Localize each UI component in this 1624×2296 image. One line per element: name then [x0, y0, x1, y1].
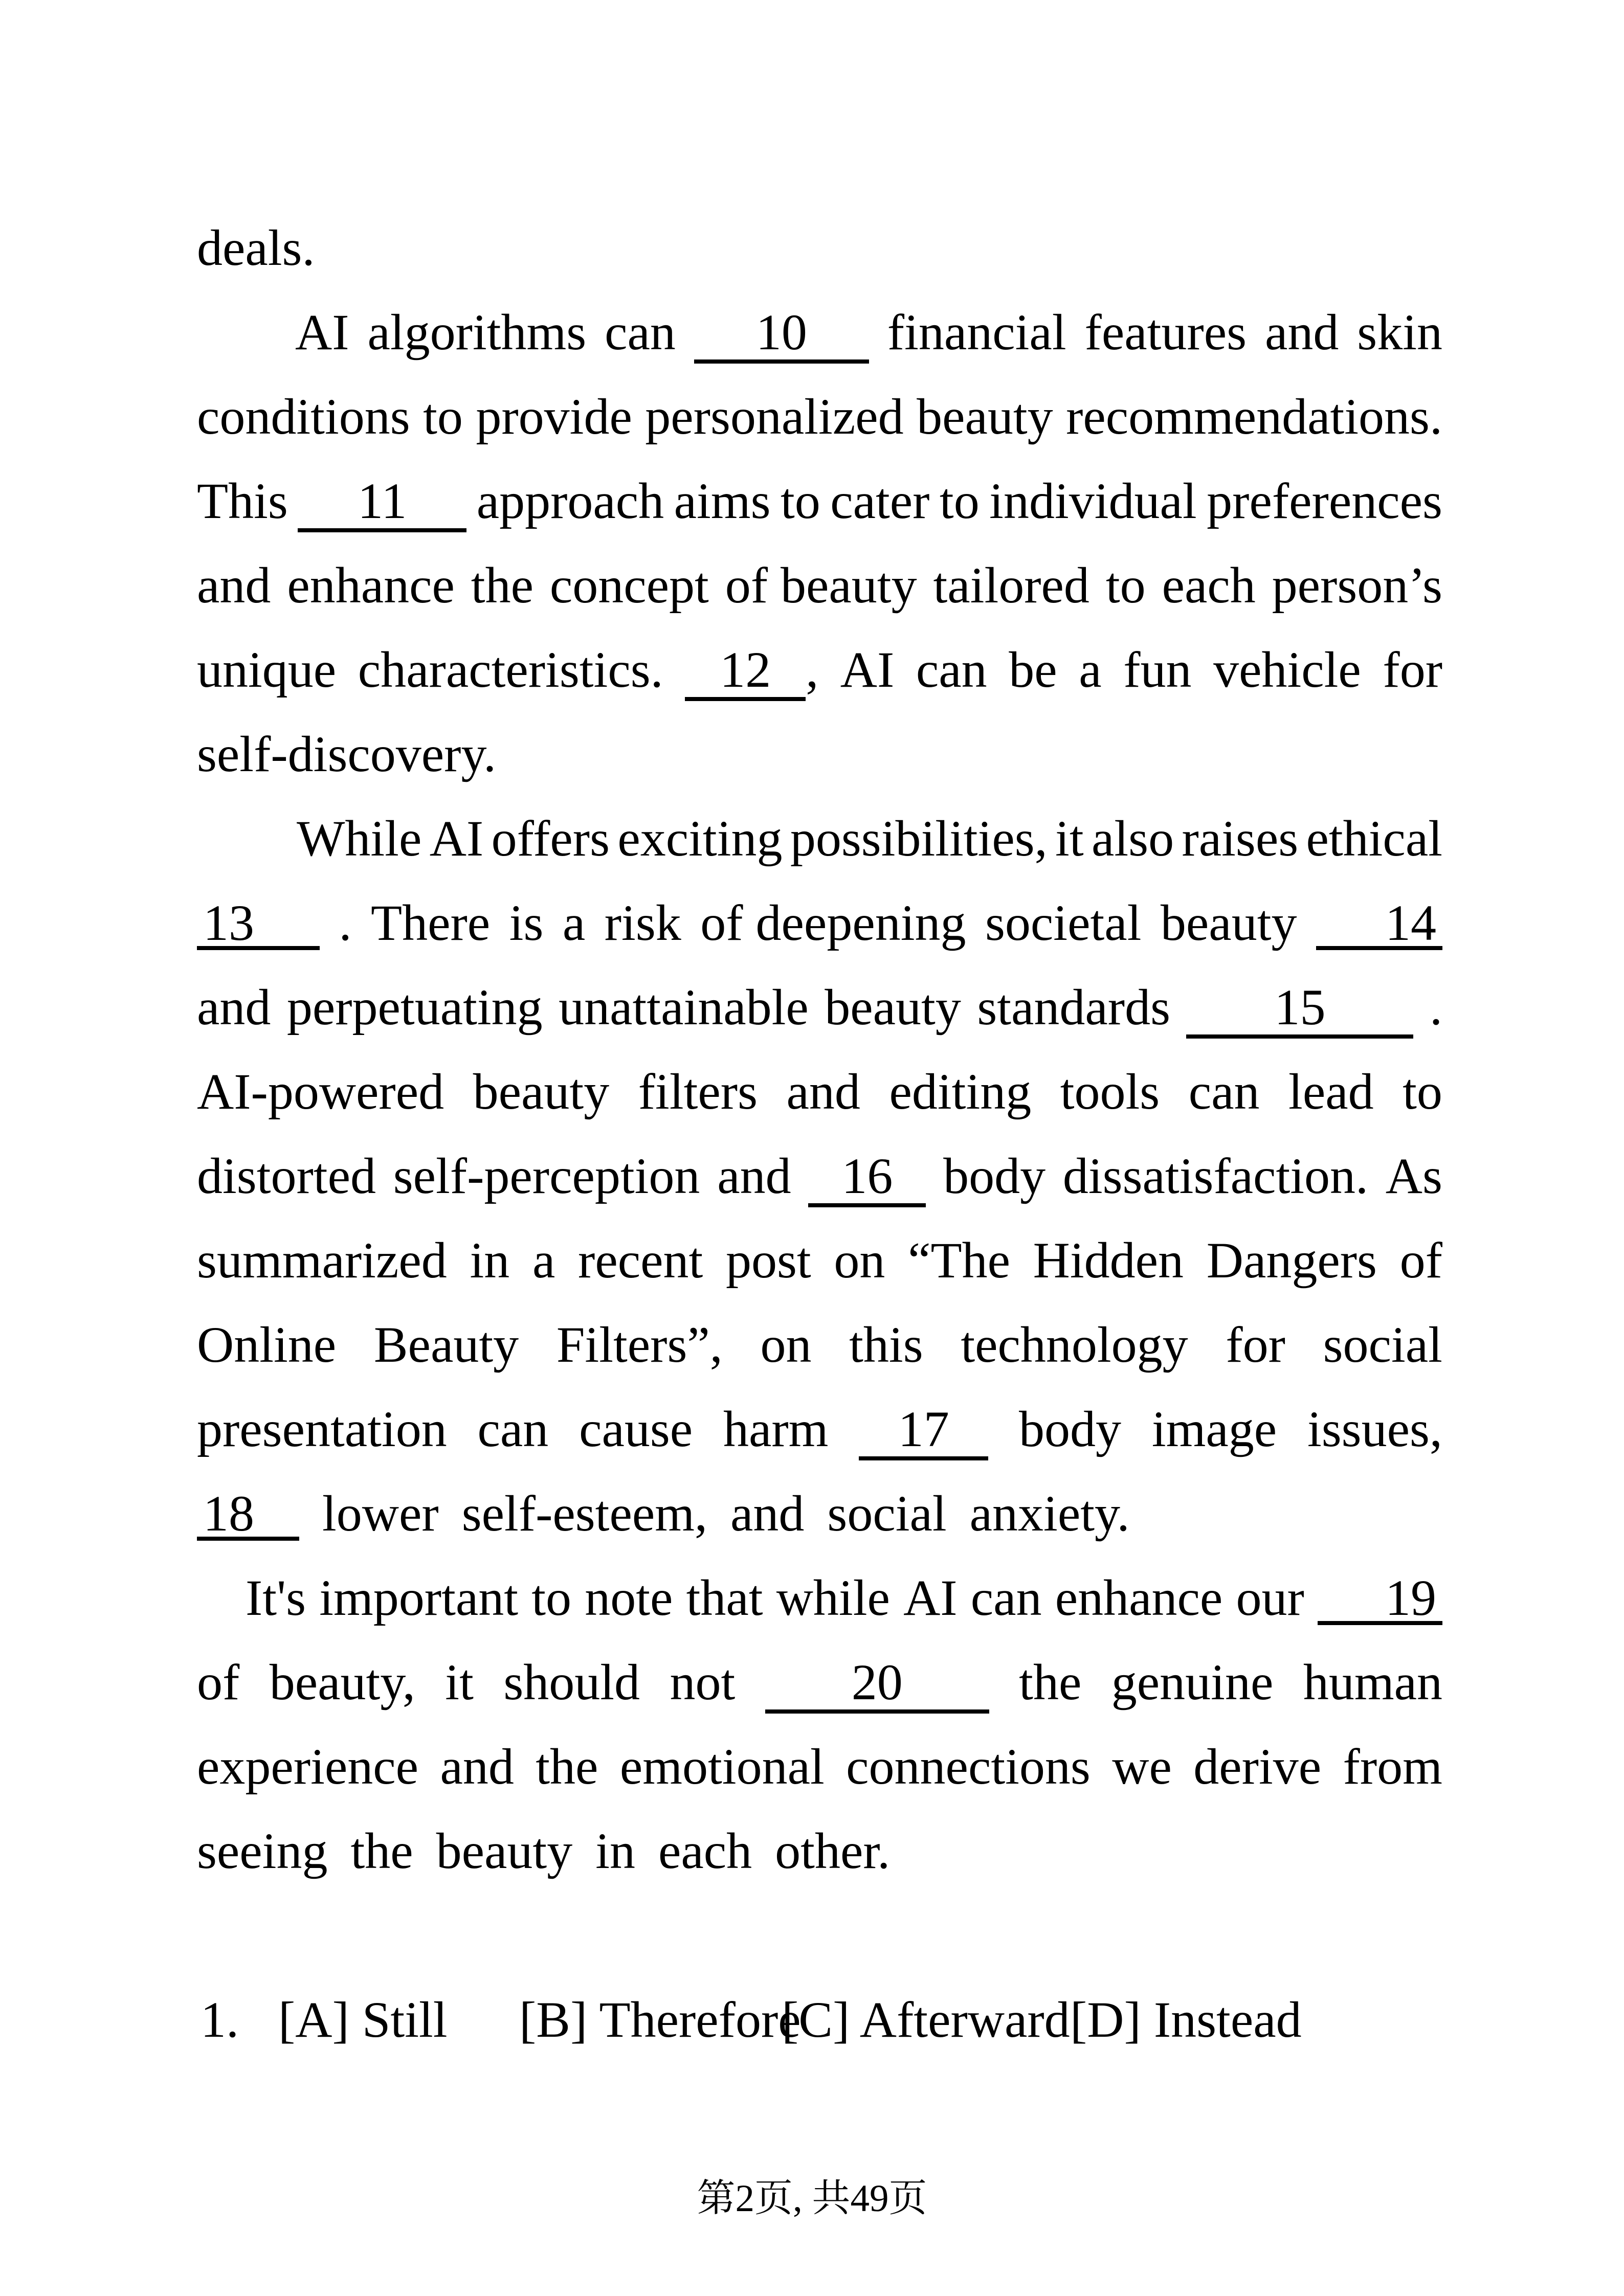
word: also	[1091, 810, 1174, 867]
word: unattainable	[559, 979, 809, 1036]
text-line	[197, 206, 1442, 290]
question-line	[197, 1977, 1442, 2062]
word: While	[297, 810, 422, 867]
word: This	[197, 472, 288, 529]
word: editing	[889, 1063, 1032, 1120]
word: lead	[1288, 1063, 1374, 1120]
text-block	[197, 206, 1442, 2062]
word: “The	[908, 1232, 1010, 1289]
word: beauty	[1160, 894, 1297, 951]
word: of beauty	[725, 557, 917, 614]
word: enhance	[1055, 1569, 1223, 1626]
word: recent	[578, 1232, 703, 1289]
text-line	[197, 374, 1442, 459]
word: to	[423, 388, 463, 445]
word: can	[605, 304, 676, 361]
word: for	[1383, 641, 1442, 698]
word: and	[1264, 304, 1339, 361]
option-b: [B] Therefore	[519, 1991, 801, 2048]
word: AI	[295, 304, 349, 361]
word: for	[1226, 1316, 1285, 1373]
word: human	[1303, 1654, 1442, 1710]
word: and	[717, 1147, 791, 1204]
word: provide	[476, 388, 632, 445]
word: filters	[638, 1063, 758, 1120]
word: the	[471, 557, 533, 614]
word: concept	[549, 557, 709, 614]
word: approach	[476, 472, 664, 529]
blank-10: 10	[694, 307, 869, 364]
word: personalized	[645, 388, 904, 445]
text-line	[197, 1049, 1442, 1134]
word: There	[371, 894, 491, 951]
word: ethical	[1306, 810, 1442, 867]
word: cater	[830, 472, 930, 529]
word: can	[477, 1401, 549, 1457]
word: person’s	[1272, 557, 1442, 614]
word: and	[786, 1063, 860, 1120]
word: beauty	[825, 979, 961, 1036]
word: raises	[1182, 810, 1299, 867]
word: the	[1019, 1654, 1082, 1710]
word: is	[509, 894, 544, 951]
word: dissatisfaction.	[1062, 1147, 1369, 1204]
word: that	[686, 1569, 763, 1626]
text-line	[197, 1302, 1442, 1387]
word: It's	[246, 1569, 306, 1626]
word: not	[670, 1654, 736, 1710]
option-d: [D] Instead	[1070, 1991, 1302, 2048]
word: .	[339, 894, 352, 951]
word: should	[503, 1654, 640, 1710]
blank-12: 12	[685, 644, 806, 701]
word: on	[760, 1316, 812, 1373]
word: and	[440, 1738, 514, 1795]
word: aims	[674, 472, 771, 529]
word: to	[1105, 557, 1146, 614]
word: financial	[887, 304, 1066, 361]
word: and	[197, 979, 271, 1036]
word: AI	[903, 1569, 958, 1626]
text-line	[197, 965, 1442, 1049]
text-line	[197, 1809, 1442, 1893]
word: .	[1429, 979, 1442, 1036]
word: of	[197, 1654, 240, 1710]
word: the	[350, 1822, 413, 1879]
text-line	[197, 627, 1442, 712]
word: recommendations.	[1066, 388, 1442, 445]
word: distorted	[197, 1147, 376, 1204]
word: AI	[429, 810, 484, 867]
word: societal	[985, 894, 1142, 951]
word: presentation	[197, 1401, 447, 1457]
word: Beauty	[373, 1316, 519, 1373]
word: risk	[604, 894, 681, 951]
word: can	[916, 641, 987, 698]
word: Online	[197, 1316, 337, 1373]
word: to	[939, 472, 980, 529]
word: Dangers	[1206, 1232, 1377, 1289]
word: post	[725, 1232, 811, 1289]
word: characteristics.	[358, 641, 663, 698]
word: emotional	[619, 1738, 825, 1795]
option-c: [C] Afterward	[782, 1991, 1070, 2048]
word: be	[1009, 641, 1057, 698]
text-line	[197, 1218, 1442, 1302]
word: of	[1399, 1232, 1442, 1289]
word: on	[834, 1232, 885, 1289]
text-line	[197, 290, 1442, 374]
word: to	[1403, 1063, 1442, 1120]
text-line	[197, 1640, 1442, 1724]
word: each	[1162, 557, 1256, 614]
word: conditions	[197, 388, 410, 445]
page-footer: 第2页, 共49页	[697, 2177, 927, 2220]
word: other.	[775, 1822, 891, 1879]
word: social	[1323, 1316, 1442, 1373]
word: tools	[1060, 1063, 1160, 1120]
blank-19: 19	[1318, 1572, 1442, 1625]
word: offers	[491, 810, 610, 867]
blank-17: 17	[859, 1404, 988, 1460]
word: genuine	[1111, 1654, 1274, 1710]
text-line	[197, 1724, 1442, 1809]
word: body	[943, 1147, 1046, 1204]
word: beauty	[473, 1063, 610, 1120]
word: we	[1112, 1738, 1172, 1795]
word: to	[531, 1569, 572, 1626]
blank-20: 20	[765, 1657, 989, 1714]
word: social	[827, 1485, 947, 1542]
text-line	[197, 459, 1442, 543]
word: a	[532, 1232, 555, 1289]
word: a	[1079, 641, 1102, 698]
word: image	[1151, 1401, 1277, 1457]
word: note	[585, 1569, 673, 1626]
word: vehicle	[1213, 641, 1361, 698]
word: and	[197, 557, 271, 614]
question-number: 1.	[201, 1991, 239, 2048]
word: enhance	[287, 557, 455, 614]
word: derive	[1193, 1738, 1322, 1795]
word: exciting	[617, 810, 783, 867]
word: self-discovery.	[197, 726, 496, 782]
text-line	[197, 1471, 1442, 1556]
word: features	[1084, 304, 1247, 361]
word: algorithms	[367, 304, 587, 361]
word: Filters”,	[556, 1316, 723, 1373]
word: from	[1343, 1738, 1442, 1795]
blank-group	[685, 627, 818, 712]
word: beauty	[917, 388, 1053, 445]
word: our	[1236, 1569, 1304, 1626]
word: can	[1188, 1063, 1260, 1120]
word: ,	[806, 641, 819, 698]
word: each	[658, 1822, 752, 1879]
word: technology	[961, 1316, 1188, 1373]
blank-13: 13	[197, 897, 320, 950]
text-line	[197, 712, 1442, 796]
word: it	[445, 1654, 474, 1710]
word: seeing	[197, 1822, 328, 1879]
word: and	[730, 1485, 805, 1542]
option-a: [A] Still	[278, 1991, 448, 2048]
word: a	[562, 894, 586, 951]
word: to	[780, 472, 820, 529]
blank-18: 18	[197, 1488, 299, 1541]
word: while	[776, 1569, 890, 1626]
word: skin	[1357, 304, 1442, 361]
text-line	[197, 796, 1442, 881]
word: summarized	[197, 1232, 447, 1289]
text-line	[197, 881, 1442, 965]
word: experience	[197, 1738, 419, 1795]
text-line	[197, 1387, 1442, 1471]
word: preferences	[1207, 472, 1442, 529]
word: AI	[840, 641, 895, 698]
word: tailored	[933, 557, 1089, 614]
blank-16: 16	[808, 1151, 926, 1207]
word: issues,	[1307, 1401, 1442, 1457]
word: this	[849, 1316, 923, 1373]
word: Hidden	[1033, 1232, 1184, 1289]
word: deals.	[197, 219, 315, 276]
word: anxiety.	[969, 1485, 1130, 1542]
word: individual	[989, 472, 1197, 529]
word: beauty	[436, 1822, 573, 1879]
word: in	[470, 1232, 510, 1289]
passage-lines	[197, 206, 1442, 1977]
word: self-esteem,	[461, 1485, 708, 1542]
word: possibilities,	[790, 810, 1048, 867]
text-line	[197, 1556, 1442, 1640]
word: can	[970, 1569, 1042, 1626]
text-line	[197, 1893, 1442, 1977]
word: the	[536, 1738, 598, 1795]
word: cause	[579, 1401, 693, 1457]
word: self-perception	[393, 1147, 700, 1204]
word: lower	[322, 1485, 439, 1542]
word: connections	[846, 1738, 1091, 1795]
word: body	[1019, 1401, 1122, 1457]
word: important	[319, 1569, 519, 1626]
word: it	[1055, 810, 1084, 867]
blank-15: 15	[1186, 982, 1413, 1039]
word: unique	[197, 641, 337, 698]
text-line	[197, 543, 1442, 627]
blank-11: 11	[298, 476, 466, 532]
word: harm	[723, 1401, 829, 1457]
word: AI-powered	[197, 1063, 444, 1120]
word: standards	[977, 979, 1170, 1036]
word: in	[595, 1822, 635, 1879]
word: of deepening	[700, 894, 966, 951]
word: beauty,	[269, 1654, 415, 1710]
word: fun	[1123, 641, 1192, 698]
word: As	[1385, 1147, 1442, 1204]
word: perpetuating	[286, 979, 543, 1036]
blank-14: 14	[1316, 897, 1442, 950]
text-line	[197, 1134, 1442, 1218]
